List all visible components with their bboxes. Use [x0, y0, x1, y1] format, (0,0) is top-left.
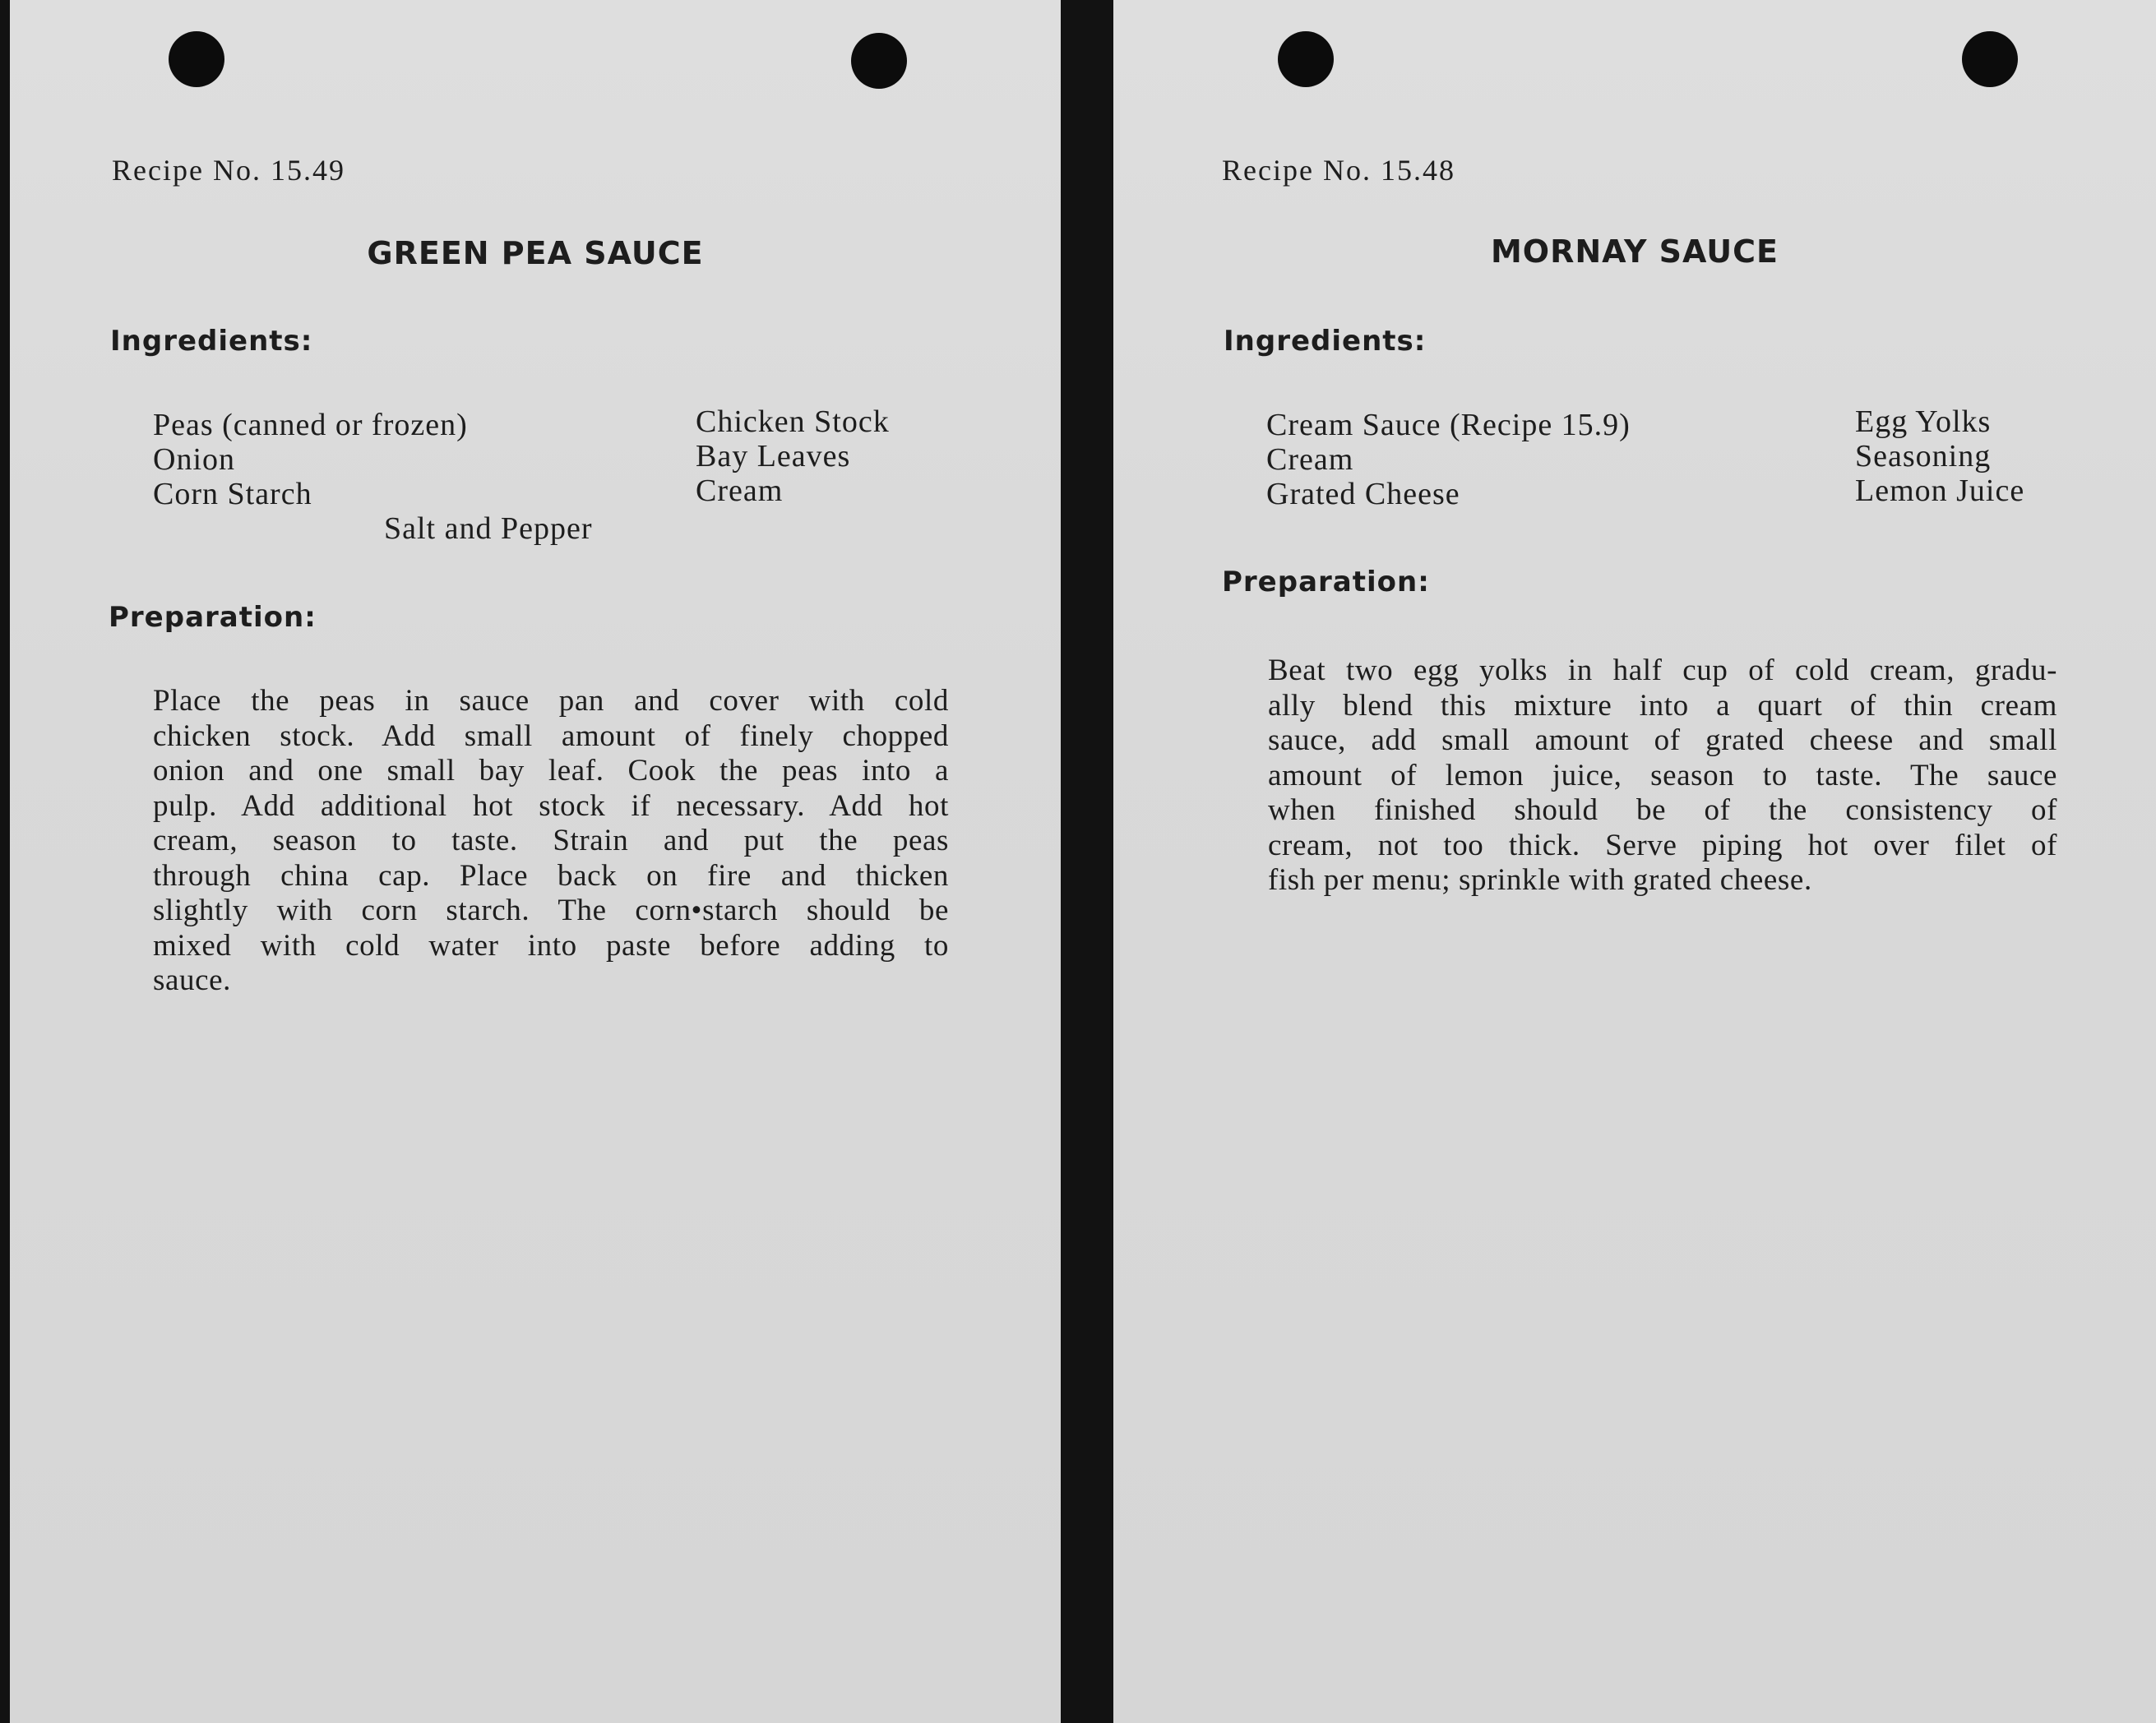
recipe-title: MORNAY SAUCE: [1490, 233, 1779, 270]
preparation-line: chicken stock. Add small amount of finely chopped: [153, 718, 949, 753]
recipe-card-mornay-sauce: [1113, 0, 2156, 1723]
preparation-line: cream, not too thick. Serve piping hot over filet of: [1268, 828, 2057, 862]
ingredient-item: Cream Sauce (Recipe 15.9): [1266, 408, 1631, 442]
ingredient-item: Lemon Juice: [1855, 473, 2025, 508]
preparation-line: fish per menu; sprinkle with grated cheese.: [1268, 863, 1812, 897]
preparation-line: pulp. Add additional hot stock if necessary. Add hot: [153, 788, 949, 823]
ingredient-item: Corn Starch: [153, 477, 312, 511]
preparation-line: slightly with corn starch. The corn•starch should be: [153, 894, 949, 927]
ingredients-heading: Ingredients:: [1224, 325, 1427, 358]
ingredients-left-column: [153, 408, 468, 511]
preparation-line: Beat two egg yolks in half cup of cold cream, gradu-: [1268, 654, 2057, 687]
ingredient-item: Grated Cheese: [1266, 477, 1460, 511]
recipe-card-green-pea-sauce: [10, 0, 1061, 1723]
ingredient-item: Chicken Stock: [696, 404, 890, 439]
preparation-line: when finished should be of the consistency of: [1268, 793, 2057, 827]
ingredients-heading: Ingredients:: [110, 325, 313, 358]
preparation-line: sauce.: [153, 963, 232, 997]
preparation-text: [153, 684, 949, 999]
preparation-line: ally blend this mixture into a quart of thin cream: [1268, 688, 2057, 723]
ingredient-item: Cream: [696, 473, 784, 508]
punch-hole-left: [1278, 31, 1334, 87]
punch-hole-right: [851, 33, 907, 89]
preparation-line: cream, season to taste. Strain and put the peas: [153, 824, 949, 857]
ingredient-item: Bay Leaves: [696, 439, 851, 473]
ingredient-item: Seasoning: [1855, 439, 1992, 473]
ingredients-right-column: [1855, 404, 2024, 508]
ingredients-left-column: [1266, 408, 1631, 511]
punch-hole-left: [169, 31, 224, 87]
recipe-number: Recipe No. 15.48: [1222, 154, 1455, 187]
preparation-line: amount of lemon juice, season to taste. The sauce: [1268, 758, 2057, 792]
punch-hole-right: [1962, 31, 2018, 87]
preparation-line: Place the peas in sauce pan and cover with cold: [153, 684, 949, 718]
ingredient-item: Egg Yolks: [1855, 404, 1992, 439]
recipe-title: GREEN PEA SAUCE: [367, 235, 704, 271]
preparation-line: sauce, add small amount of grated cheese and small: [1268, 723, 2057, 757]
recipe-number: Recipe No. 15.49: [112, 154, 345, 187]
preparation-heading: Preparation:: [1222, 566, 1430, 598]
ingredient-item-centered: Salt and Pepper: [384, 511, 593, 546]
ingredients-right-column: [696, 404, 890, 508]
preparation-heading: Preparation:: [109, 601, 317, 634]
ingredient-item: Cream: [1266, 442, 1354, 477]
ingredient-item: Onion: [153, 442, 235, 477]
preparation-line: mixed with cold water into paste before adding to: [153, 928, 949, 963]
ingredient-item: Peas (canned or frozen): [153, 408, 468, 442]
preparation-line: through china cap. Place back on fire and thicken: [153, 858, 949, 893]
preparation-text: [1268, 654, 2057, 898]
preparation-line: onion and one small bay leaf. Cook the peas into a: [153, 754, 949, 788]
